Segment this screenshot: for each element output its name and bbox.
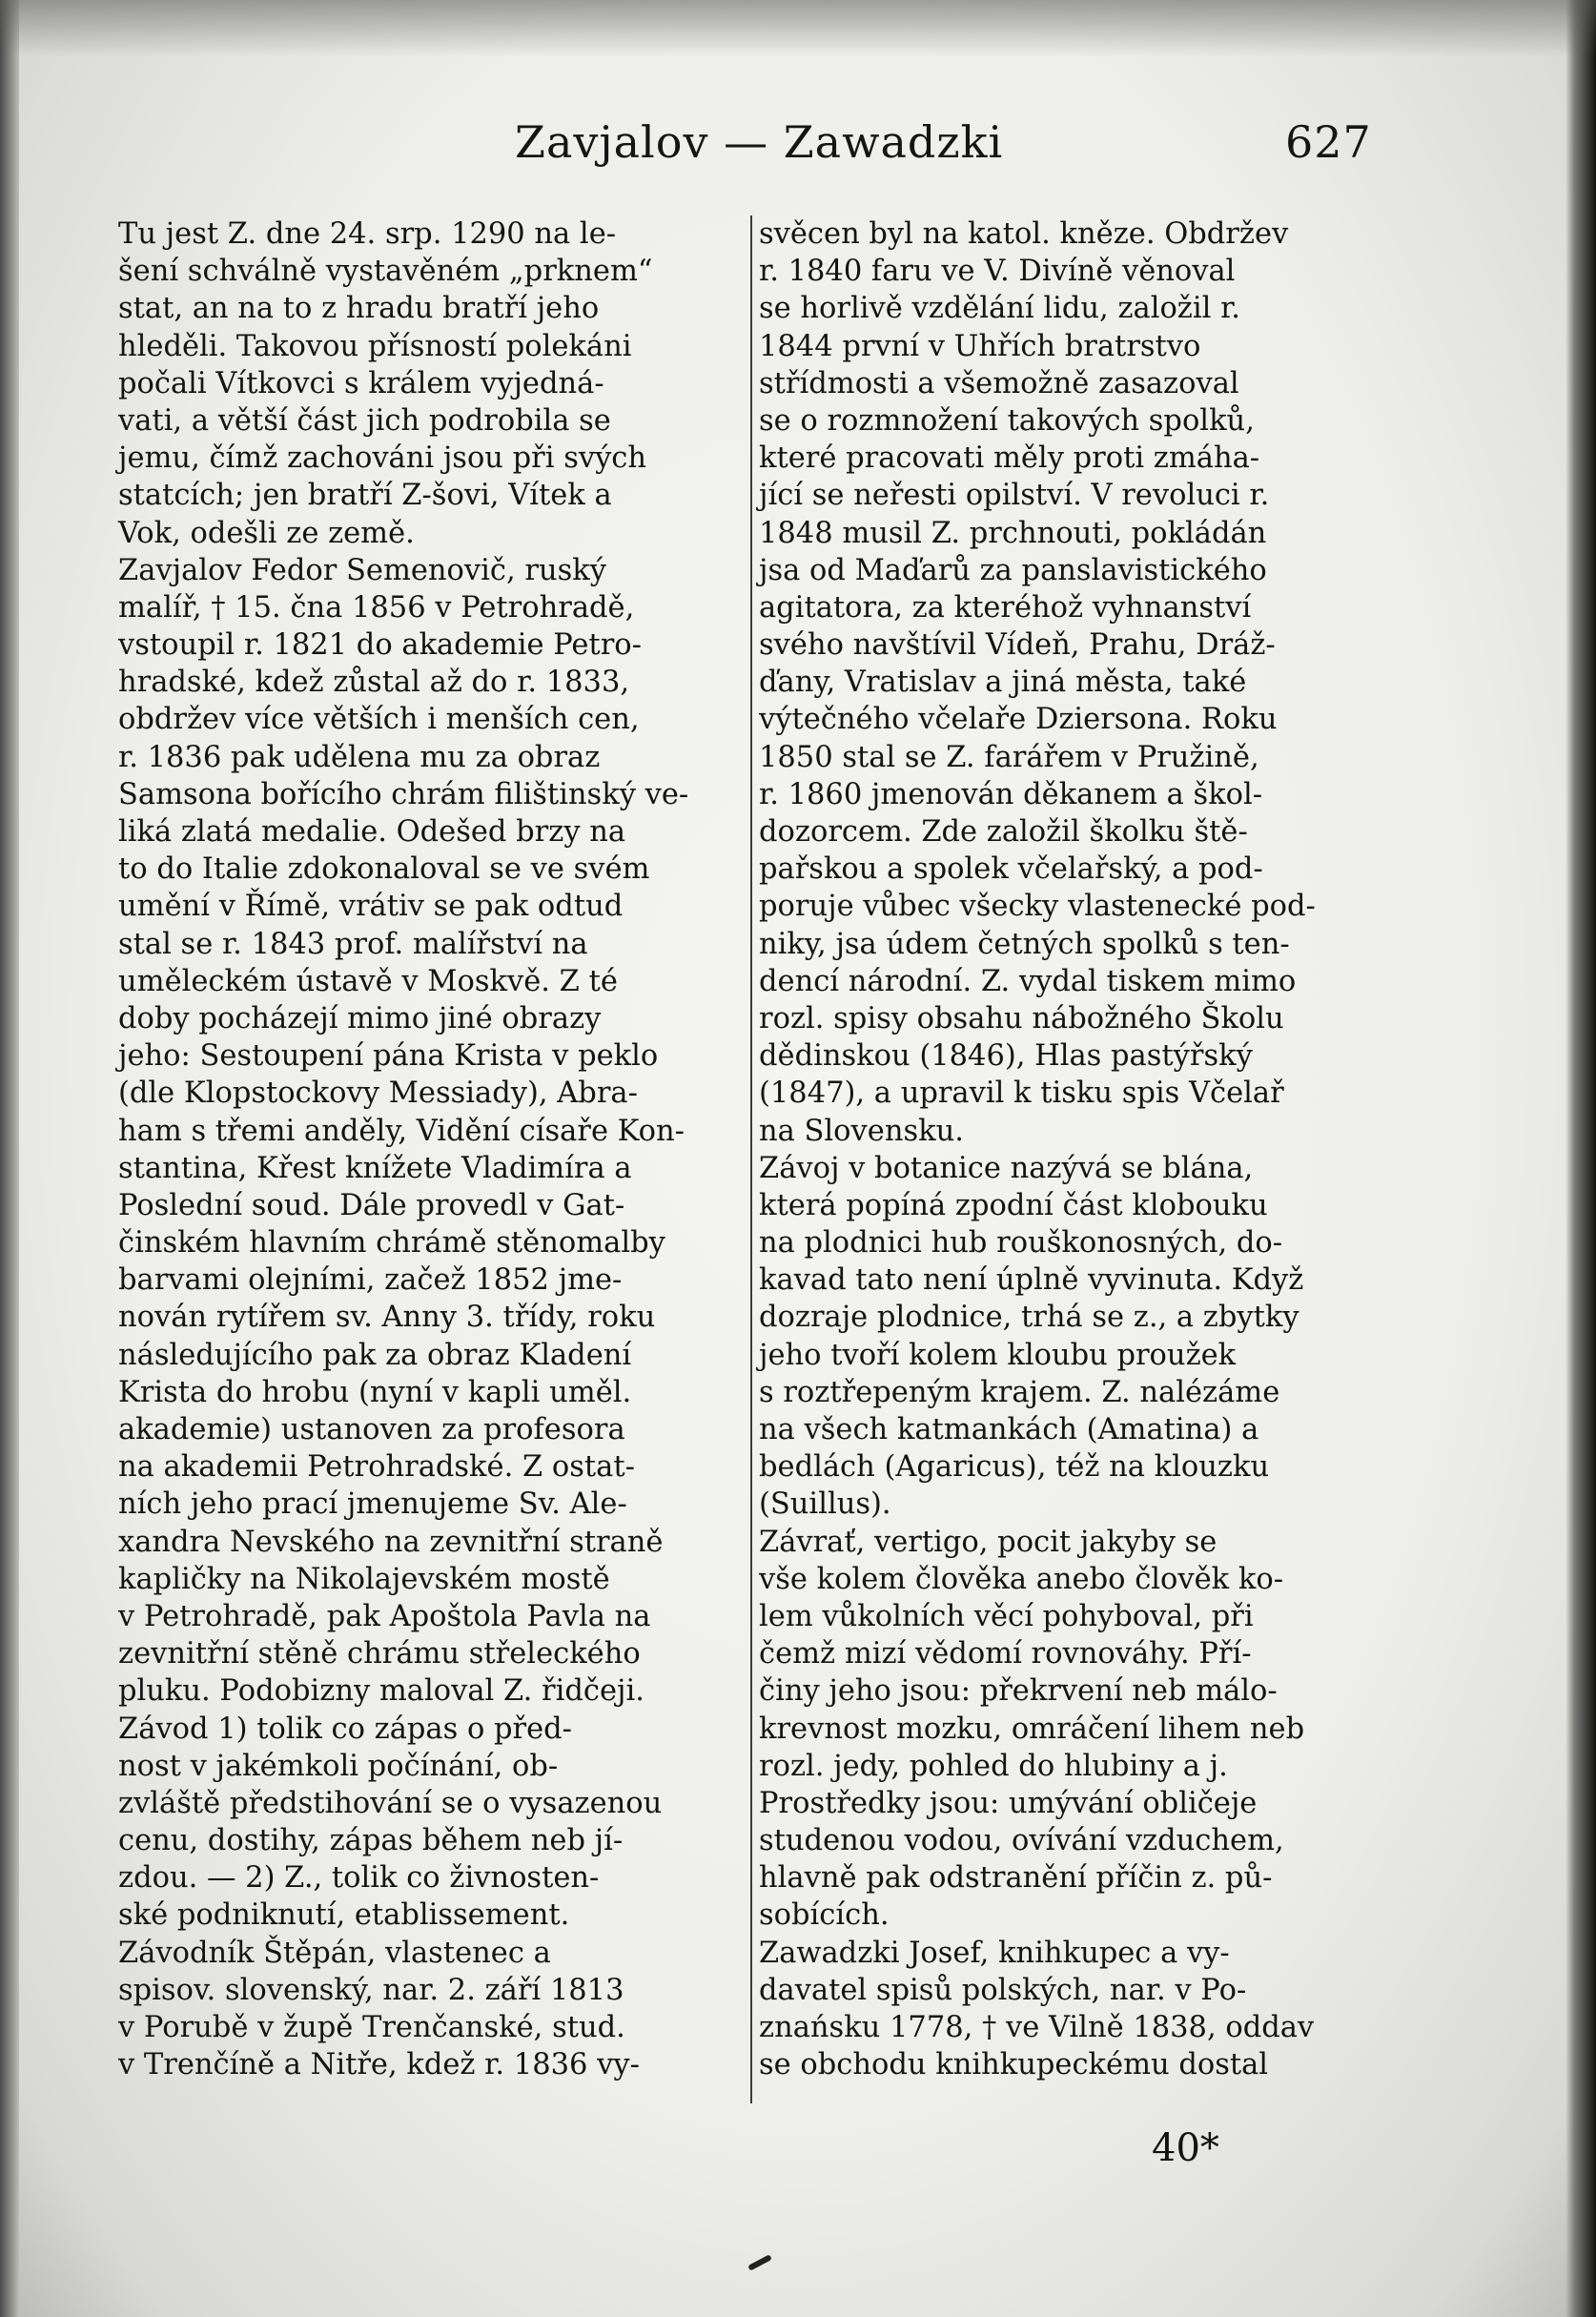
text-line: v Porubě v župě Trenčanské, stud.	[118, 2011, 625, 2044]
text-line: ské podniknutí, etablissement.	[118, 1898, 570, 1933]
text-line: šení schválně vystavěném „prknem“	[118, 255, 653, 289]
text-line: čemž mizí vědomí rovnováhy. Pří-	[759, 1637, 1252, 1671]
text-line: 1848 musil Z. prchnouti, pokládán	[759, 516, 1267, 550]
text-line: vati, a větší část jich podrobila se	[118, 403, 611, 438]
text-line: Zavjalov Fedor Semenovič, ruský	[118, 553, 606, 587]
text-line: v Trenčíně a Nitře, kdež r. 1836 vy-	[118, 2048, 640, 2082]
text-line: rozl. jedy, pohled do hlubiny a j.	[759, 1749, 1228, 1783]
text-line: stal se r. 1843 prof. malířství na	[118, 927, 588, 961]
text-line: ďany, Vratislav a jiná města, také	[759, 666, 1247, 700]
text-line: dozorcem. Zde založil školku ště-	[759, 815, 1248, 849]
text-line: davatel spisů polských, nar. v Po-	[759, 1973, 1247, 2007]
text-line: se obchodu knihkupeckému dostal	[759, 2048, 1269, 2082]
column-divider	[750, 215, 752, 2103]
text-line: nován rytířem sv. Anny 3. třídy, roku	[118, 1301, 656, 1335]
text-line: poruje vůbec všecky vlastenecké pod-	[759, 890, 1316, 924]
text-line: pluku. Podobizny maloval Z. řidčeji.	[118, 1674, 645, 1709]
text-line: (Suillus).	[759, 1487, 891, 1522]
text-line: zevnitřní stěně chrámu střeleckého	[118, 1637, 641, 1671]
left-text-column	[118, 215, 747, 2122]
text-line: cenu, dostihy, zápas během neb jí-	[118, 1824, 624, 1858]
text-line: Vok, odešli ze země.	[118, 516, 415, 550]
text-line: spisov. slovenský, nar. 2. září 1813	[118, 1973, 624, 2007]
text-line: xandra Nevského na zevnitřní straně	[118, 1525, 664, 1559]
page-top-shadow	[0, 0, 1596, 57]
text-line: Tu jest Z. dne 24. srp. 1290 na le-	[118, 217, 617, 251]
text-line: Závoj v botanice nazývá se blána,	[759, 1151, 1254, 1185]
text-line: svěcen byl na katol. kněze. Obdržev	[759, 217, 1289, 251]
text-line: agitatora, za kteréhož vyhnanství	[759, 590, 1252, 625]
text-line: bedlách (Agaricus), též na klouzku	[759, 1450, 1270, 1485]
text-line: činy jeho jsou: překrvení neb málo-	[759, 1674, 1278, 1709]
text-line: barvami olejními, začež 1852 jme-	[118, 1263, 623, 1298]
text-line: jící se neřesti opilství. V revoluci r.	[759, 479, 1270, 513]
text-line: nost v jakémkoli počínání, ob-	[118, 1749, 559, 1783]
running-head: Zavjalov — Zawadzki	[515, 116, 1004, 168]
text-line: v Petrohradě, pak Apoštola Pavla na	[118, 1599, 651, 1633]
text-line: r. 1840 faru ve V. Divíně věnoval	[759, 255, 1236, 289]
text-line: hleděli. Takovou přísností polekáni	[118, 329, 632, 363]
text-line: Samsona bořícího chrám filištinský ve-	[118, 777, 689, 811]
text-line: kavad tato není úplně vyvinuta. Když	[759, 1263, 1304, 1298]
text-line: (1847), a upravil k tisku spis Včelař	[759, 1076, 1284, 1111]
text-line: jsa od Maďarů za panslavistického	[759, 553, 1267, 587]
text-line: obdržev více větších i menších cen,	[118, 703, 640, 737]
text-line: která popíná zpodní část klobouku	[759, 1188, 1268, 1222]
text-line: na akademii Petrohradské. Z ostat-	[118, 1450, 635, 1485]
text-line: dědinskou (1846), Hlas pastýřský	[759, 1039, 1253, 1074]
text-line: výtečného včelaře Dziersona. Roku	[759, 703, 1278, 737]
text-line: které pracovati měly proti zmáha-	[759, 441, 1260, 476]
text-line: Závrať, vertigo, pocit jakyby se	[759, 1525, 1217, 1559]
text-line: to do Italie zdokonaloval se ve svém	[118, 852, 650, 887]
text-line: sobících.	[759, 1898, 890, 1933]
page-right-edge-shadow	[1565, 0, 1596, 2317]
page-left-binding-shadow	[0, 0, 19, 2317]
text-line: niky, jsa údem četných spolků s ten-	[759, 927, 1290, 961]
text-line: doby pocházejí mimo jiné obrazy	[118, 1001, 602, 1035]
text-line: na plodnici hub rouškonosných, do-	[759, 1226, 1283, 1261]
text-line: Poslední soud. Dále provedl v Gat-	[118, 1188, 625, 1222]
text-line: jeho tvoří kolem kloubu proužek	[759, 1338, 1237, 1372]
text-line: Prostředky jsou: umývání obličeje	[759, 1786, 1258, 1820]
text-line: 1844 první v Uhřích bratrstvo	[759, 329, 1201, 363]
text-line: na všech katmankách (Amatina) a	[759, 1413, 1259, 1446]
text-line: uměleckém ústavě v Moskvě. Z té	[118, 964, 618, 998]
text-line: umění v Římě, vrátiv se pak odtud	[118, 890, 624, 924]
text-line: jemu, čímž zachováni jsou při svých	[118, 441, 647, 476]
text-line: znańsku 1778, † ve Vilně 1838, oddav	[759, 2011, 1315, 2044]
text-line: lem vůkolních věcí pohyboval, při	[759, 1599, 1254, 1633]
text-line: s roztřepeným krajem. Z. nalézáme	[759, 1375, 1280, 1409]
text-line: (dle Klopstockovy Messiady), Abra-	[118, 1076, 638, 1111]
text-line: liká zlatá medalie. Odešed brzy na	[118, 815, 626, 849]
text-line: studenou vodou, ovívání vzduchem,	[759, 1824, 1284, 1858]
text-line: hradské, kdež zůstal až do r. 1833,	[118, 666, 630, 700]
text-line: pařskou a spolek včelařský, a pod-	[759, 852, 1263, 887]
text-line: stantina, Křest knížete Vladimíra a	[118, 1151, 632, 1185]
text-line: stat, an na to z hradu bratří jeho	[118, 292, 600, 326]
text-line: ních jeho prací jmenujeme Sv. Ale-	[118, 1487, 627, 1522]
text-line: 1850 stal se Z. farářem v Pružině,	[759, 740, 1259, 774]
text-line: Zawadzki Josef, knihkupec a vy-	[759, 1936, 1230, 1970]
text-line: ham s třemi anděly, Vidění císaře Kon-	[118, 1114, 685, 1148]
text-line: počali Vítkovci s králem vyjedná-	[118, 366, 604, 400]
text-line: svého navštívil Vídeň, Prahu, Dráž-	[759, 628, 1276, 663]
text-line: dozraje plodnice, trhá se z., a zbytky	[759, 1301, 1299, 1335]
text-line: malíř, † 15. čna 1856 v Petrohradě,	[118, 590, 635, 625]
text-line: se o rozmnožení takových spolků,	[759, 403, 1255, 438]
text-line: dencí národní. Z. vydal tiskem mimo	[759, 964, 1297, 998]
text-line: činském hlavním chrámě stěnomalby	[118, 1226, 665, 1261]
ink-speck	[747, 2254, 772, 2271]
text-line: následujícího pak za obraz Kladení	[118, 1338, 632, 1372]
text-line: Krista do hrobu (nyní v kapli uměl.	[118, 1375, 632, 1409]
text-line: statcích; jen bratří Z-šovi, Vítek a	[118, 479, 612, 513]
text-line: Závodník Štěpán, vlastenec a	[118, 1936, 551, 1970]
text-line: Závod 1) tolik co zápas o před-	[118, 1712, 572, 1746]
text-line: hlavně pak odstranění příčin z. pů-	[759, 1861, 1273, 1896]
text-line: se horlivě vzdělání lidu, založil r.	[759, 292, 1241, 326]
right-text-column	[759, 215, 1379, 2122]
text-line: vše kolem člověka anebo člověk ko-	[759, 1562, 1283, 1596]
text-line: zvláště předstihování se o vysazenou	[118, 1786, 663, 1820]
text-line: rozl. spisy obsahu nábožného Školu	[759, 1001, 1284, 1035]
text-line: kapličky na Nikolajevském mostě	[118, 1562, 610, 1596]
text-line: vstoupil r. 1821 do akademie Petro-	[118, 628, 642, 663]
text-line: jeho: Sestoupení pána Krista v peklo	[118, 1039, 659, 1074]
text-line: krevnost mozku, omráčení lihem neb	[759, 1712, 1305, 1746]
text-line: r. 1860 jmenován děkanem a škol-	[759, 777, 1263, 811]
signature-mark: 40*	[1152, 2126, 1219, 2170]
page-number: 627	[1285, 116, 1372, 168]
text-line: na Slovensku.	[759, 1114, 964, 1148]
text-line: akademie) ustanoven za profesora	[118, 1413, 625, 1446]
text-line: zdou. — 2) Z., tolik co živnosten-	[118, 1861, 600, 1896]
text-line: střídmosti a všemožně zasazoval	[759, 366, 1239, 400]
text-line: r. 1836 pak udělena mu za obraz	[118, 740, 601, 774]
